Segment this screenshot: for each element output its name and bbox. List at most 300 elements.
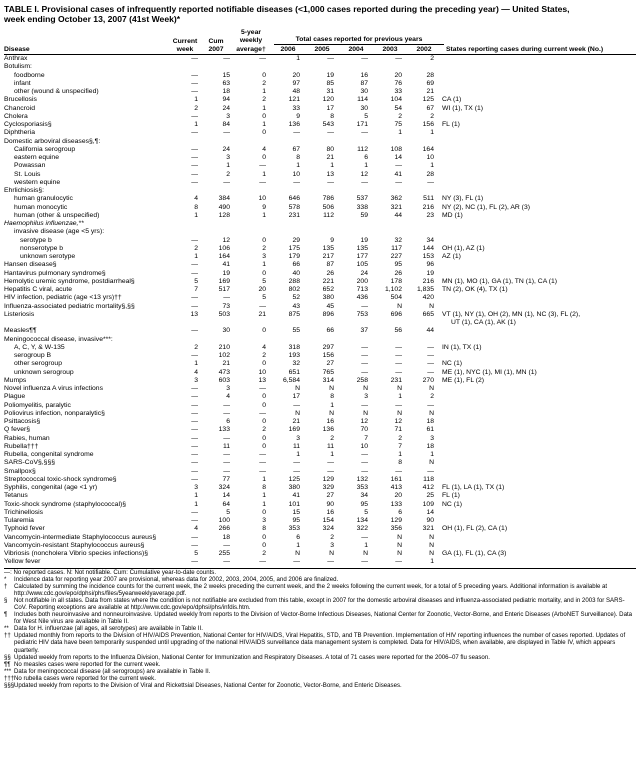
states-cell bbox=[434, 162, 636, 170]
states-cell bbox=[434, 402, 636, 410]
disease-cell: Streptococcal toxic-shock syndrome§ bbox=[4, 475, 117, 483]
y2006-cell: 1 bbox=[296, 162, 300, 170]
y2003-cell: 14 bbox=[394, 154, 402, 161]
states-cell bbox=[434, 311, 636, 328]
y2006-cell: 646 bbox=[288, 195, 300, 203]
y2002-cell: 420 bbox=[422, 294, 434, 302]
y2003-cell: 133 bbox=[390, 500, 402, 508]
disease-cell: Ehrlichiosis§: bbox=[4, 187, 45, 194]
avg-cell: — bbox=[259, 451, 266, 458]
states-cell bbox=[434, 88, 636, 96]
y2002-cell: 144 bbox=[422, 244, 434, 252]
y2003-cell: — bbox=[395, 401, 402, 409]
y2003-cell: — bbox=[395, 162, 402, 170]
header-current-week-1: Current bbox=[172, 38, 198, 45]
avg-cell: 2 bbox=[262, 426, 266, 434]
y2002-cell: 1 bbox=[430, 558, 434, 566]
y2006-cell: — bbox=[293, 401, 300, 409]
header-states: States reporting cases during current week (No.) bbox=[446, 46, 604, 53]
y2006-cell: 175 bbox=[288, 244, 300, 252]
avg-cell: 3 bbox=[262, 517, 266, 524]
footnotes bbox=[4, 568, 636, 690]
cum-cell: 2 bbox=[226, 170, 230, 178]
footnote-symbol: † bbox=[4, 582, 8, 590]
states-cell bbox=[434, 171, 636, 179]
y2002-cell: 34 bbox=[426, 236, 434, 244]
y2003-cell: 26 bbox=[394, 269, 402, 277]
y2005-cell: 221 bbox=[322, 277, 334, 285]
disease-cell: Cyclosporiasis§ bbox=[4, 121, 52, 128]
y2003-cell: 8 bbox=[398, 459, 402, 467]
table-row bbox=[4, 179, 636, 187]
states-cell: OH (1), AZ (1) bbox=[442, 244, 485, 252]
y2002-cell bbox=[402, 63, 434, 71]
y2006-cell: 169 bbox=[288, 426, 300, 434]
disease-cell: nonserotype b bbox=[20, 244, 64, 252]
y2005-cell: 297 bbox=[322, 343, 334, 351]
table-row bbox=[4, 129, 636, 137]
avg-cell: 0 bbox=[262, 327, 266, 335]
avg-cell: — bbox=[259, 467, 266, 475]
table-row bbox=[4, 426, 636, 434]
y2004-cell: 132 bbox=[356, 475, 368, 483]
table-row bbox=[4, 385, 636, 393]
y2003-cell: 356 bbox=[390, 525, 402, 533]
cum-cell: 210 bbox=[218, 343, 230, 351]
y2003-cell: N bbox=[397, 533, 402, 541]
y2003-cell: — bbox=[395, 467, 402, 475]
y2006-cell: 40 bbox=[292, 269, 300, 277]
states-cell bbox=[434, 435, 636, 443]
avg-cell bbox=[230, 228, 266, 236]
y2004-cell: — bbox=[361, 178, 368, 186]
y2003-cell: 33 bbox=[394, 88, 402, 95]
cum-cell: 24 bbox=[222, 145, 230, 153]
cum-cell: — bbox=[223, 178, 230, 186]
footnote-text: Incidence data for reporting year 2007 are provisional, whereas data for 2002, 2003, 2004, 2005, and 2006 are finalized. bbox=[14, 575, 339, 583]
disease-cell: human (other & unspecified) bbox=[14, 211, 100, 219]
table-row bbox=[4, 212, 636, 220]
y2002-cell: N bbox=[429, 550, 434, 557]
header-2002: 2002 bbox=[416, 46, 432, 53]
disease-cell: Brucellosis bbox=[4, 96, 37, 104]
disease-cell: serotype b bbox=[20, 236, 52, 244]
y2002-cell: 270 bbox=[422, 376, 434, 384]
current-week-cell: — bbox=[191, 451, 198, 458]
header-avg-2: weekly bbox=[239, 37, 263, 44]
cum-cell: 12 bbox=[222, 236, 230, 244]
cum-cell: 21 bbox=[222, 360, 230, 368]
footnote-text: Updated weekly from reports to the Division of Viral and Rickettsial Diseases, National Center for Zoonotic, Vector-Borne, and Enteric Diseases. bbox=[14, 682, 402, 689]
y2003-cell: 178 bbox=[390, 277, 402, 285]
y2003-cell: 413 bbox=[390, 484, 402, 491]
y2004-cell: 34 bbox=[360, 492, 368, 500]
states-cell bbox=[434, 410, 636, 418]
y2002-cell: 90 bbox=[426, 517, 434, 524]
y2002-cell: — bbox=[427, 178, 434, 186]
y2002-cell bbox=[402, 220, 434, 228]
y2003-cell: 2 bbox=[398, 434, 402, 442]
avg-cell: 20 bbox=[258, 286, 266, 293]
y2004-cell bbox=[334, 336, 368, 344]
header-total-group: Total cases reported for previous years bbox=[274, 36, 444, 45]
y2002-cell: 164 bbox=[422, 145, 434, 153]
y2006-cell: 10 bbox=[292, 170, 300, 178]
current-week-cell: 1 bbox=[194, 360, 198, 368]
avg-cell: 8 bbox=[262, 525, 266, 533]
y2002-cell: 511 bbox=[423, 195, 434, 203]
y2004-cell: 3 bbox=[364, 393, 368, 401]
footnote-symbol: ††† bbox=[4, 674, 15, 682]
header-2003: 2003 bbox=[382, 46, 398, 53]
cum-cell bbox=[198, 228, 230, 236]
y2003-cell: N bbox=[397, 409, 402, 417]
y2004-cell: — bbox=[361, 55, 368, 62]
table-row bbox=[4, 146, 636, 154]
table-row bbox=[4, 534, 636, 542]
y2002-cell: 118 bbox=[423, 475, 434, 483]
cum-cell: 490 bbox=[218, 203, 230, 211]
avg-cell: 1 bbox=[262, 261, 266, 269]
table-row bbox=[4, 237, 636, 245]
y2002-cell: — bbox=[427, 343, 434, 351]
states-cell: NC (1) bbox=[442, 500, 463, 508]
y2002-cell: N bbox=[429, 541, 434, 549]
y2003-cell: 1 bbox=[398, 451, 402, 458]
current-week-cell bbox=[174, 228, 198, 236]
y2006-cell: 6,584 bbox=[282, 376, 300, 384]
y2005-cell: N bbox=[329, 409, 334, 417]
y2002-cell: 69 bbox=[426, 79, 434, 87]
y2005-cell: 90 bbox=[326, 500, 334, 508]
table-row bbox=[4, 542, 636, 550]
current-week-cell: — bbox=[191, 145, 198, 153]
header-cum-1: Cum bbox=[208, 38, 224, 45]
y2004-cell: 12 bbox=[360, 418, 368, 425]
avg-cell: 2 bbox=[262, 79, 266, 87]
states-cell: FL (1) bbox=[442, 121, 460, 128]
footnote-text: Updated weekly from reports to the Influenza Division, National Center for Immunization and Respiratory Diseases. A total of 71 cases were reported for the 2006–07 flu season. bbox=[14, 653, 490, 661]
avg-cell: 1 bbox=[262, 500, 266, 508]
y2003-cell: 362 bbox=[390, 195, 402, 203]
current-week-cell: 4 bbox=[194, 525, 198, 533]
avg-cell: — bbox=[259, 302, 266, 310]
y2004-cell: 537 bbox=[356, 195, 368, 203]
current-week-cell: 1 bbox=[194, 211, 198, 219]
y2004-cell: 12 bbox=[360, 170, 368, 178]
table-row bbox=[4, 187, 636, 195]
y2004-cell: — bbox=[361, 302, 368, 310]
states-cell bbox=[434, 270, 636, 278]
cum-cell: 100 bbox=[218, 517, 230, 524]
avg-cell: — bbox=[259, 558, 266, 566]
cum-cell: 64 bbox=[222, 500, 230, 508]
current-week-cell: — bbox=[191, 112, 198, 120]
y2002-cell: — bbox=[427, 352, 434, 359]
cum-cell: 18 bbox=[222, 533, 230, 541]
y2002-cell: 61 bbox=[426, 426, 434, 434]
y2005-cell: 314 bbox=[322, 376, 334, 384]
states-cell bbox=[434, 451, 636, 459]
current-week-cell: — bbox=[191, 170, 198, 178]
y2002-cell: 1 bbox=[430, 451, 434, 458]
cum-cell: 106 bbox=[218, 244, 230, 252]
table-row bbox=[4, 435, 636, 443]
y2002-cell: 67 bbox=[426, 104, 434, 112]
y2004-cell: 134 bbox=[356, 517, 368, 524]
y2006-cell: 101 bbox=[288, 500, 300, 508]
disease-cell: Measles¶¶ bbox=[4, 327, 37, 335]
footnote bbox=[4, 654, 636, 661]
y2002-cell bbox=[402, 138, 434, 146]
current-week-cell: 2 bbox=[194, 244, 198, 252]
y2006-cell: 125 bbox=[288, 475, 300, 483]
states-cell bbox=[434, 72, 636, 80]
states-cell: FL (1) bbox=[442, 492, 460, 500]
y2002-cell: 412 bbox=[422, 484, 434, 491]
y2006-cell: 17 bbox=[292, 393, 300, 401]
current-week-cell: 7 bbox=[194, 286, 198, 293]
y2005-cell bbox=[300, 138, 334, 146]
disease-cell: western equine bbox=[14, 178, 61, 186]
current-week-cell: — bbox=[191, 434, 198, 442]
table-row bbox=[4, 410, 636, 418]
disease-cell: Diphtheria bbox=[4, 129, 35, 137]
y2006-cell: 3 bbox=[296, 434, 300, 442]
states-cell bbox=[434, 63, 636, 71]
y2004-cell: 436 bbox=[356, 294, 368, 302]
cum-cell: 63 bbox=[222, 79, 230, 87]
y2002-cell: 665 bbox=[422, 310, 434, 318]
y2003-cell bbox=[368, 220, 402, 228]
disease-cell: Plague bbox=[4, 393, 26, 401]
footnote-text: Data for meningococcal disease (all serogroups) are available in Table II. bbox=[14, 667, 211, 675]
current-week-cell: 3 bbox=[194, 376, 198, 384]
y2003-cell bbox=[368, 228, 402, 236]
disease-cell: Vibriosis (noncholera Vibrio species infections)§ bbox=[4, 550, 149, 557]
y2005-cell: — bbox=[327, 55, 334, 62]
y2005-cell: 324 bbox=[322, 525, 334, 533]
y2003-cell bbox=[368, 187, 402, 195]
y2003-cell: 76 bbox=[394, 79, 402, 87]
table-row bbox=[4, 336, 636, 344]
table-row bbox=[4, 476, 636, 484]
current-week-cell: — bbox=[191, 401, 198, 409]
y2004-cell: 114 bbox=[357, 96, 368, 104]
states-cell bbox=[434, 542, 636, 550]
current-week-cell: — bbox=[191, 154, 198, 161]
avg-cell: 0 bbox=[262, 393, 266, 401]
y2004-cell: — bbox=[361, 129, 368, 137]
y2002-cell: 18 bbox=[426, 418, 434, 425]
y2002-cell: 2 bbox=[430, 55, 434, 62]
header-cum-2: 2007 bbox=[208, 46, 224, 53]
table-row bbox=[4, 286, 636, 294]
footnote-text: Calculated by summing the incidence counts for the current week, the 2 weeks preceding the current week, and the 2 weeks following the current week, for a total of 5 preceding years. Additional information is available at http://www.cdc.gov/epo/dphsi/phs/files/5yearweeklyaverage.pdf. bbox=[14, 582, 608, 597]
y2005-cell: 1 bbox=[330, 451, 334, 458]
y2006-cell: 29 bbox=[292, 236, 300, 244]
disease-cell: Cholera bbox=[4, 112, 28, 120]
disease-cell: infant bbox=[14, 79, 31, 87]
table-row bbox=[4, 154, 636, 162]
cum-cell: 3 bbox=[226, 385, 230, 392]
cum-cell: — bbox=[223, 409, 230, 417]
y2004-cell: 713 bbox=[356, 286, 368, 293]
table-row bbox=[4, 459, 636, 467]
y2006-cell: 97 bbox=[292, 79, 300, 87]
y2002-cell: 156 bbox=[422, 121, 434, 128]
y2003-cell bbox=[368, 336, 402, 344]
y2002-cell: 2 bbox=[430, 393, 434, 401]
disease-cell: Vancomycin-intermediate Staphylococcus aureus§ bbox=[4, 533, 157, 541]
avg-cell: 10 bbox=[258, 368, 266, 376]
footnote-text: Updated monthly from reports to the Division of HIV/AIDS Prevention, National Center for HIV/AIDS, Viral Hepatitis, STD, and TB Prevention. Implementation of HIV reporting influences the number of cases reported. Updates of pediatric HIV data have been temporarily suspended until upgrading of the national HIV/AIDS surveillance data management system is completed. Data for HIV/AIDS, when available, are displayed in Table IV, which appears quarterly. bbox=[14, 632, 626, 654]
y2003-cell: — bbox=[395, 352, 402, 359]
current-week-cell: — bbox=[191, 385, 198, 392]
table-row bbox=[4, 72, 636, 80]
y2004-cell: 135 bbox=[356, 244, 368, 252]
states-cell bbox=[434, 459, 636, 467]
footnote-text: No rubella cases were reported for the current week. bbox=[14, 674, 156, 682]
y2002-cell: 44 bbox=[426, 327, 434, 335]
current-week-cell: 1 bbox=[194, 500, 198, 508]
y2003-cell: 321 bbox=[390, 203, 402, 211]
y2002-cell: 3 bbox=[430, 434, 434, 442]
disease-cell: Anthrax bbox=[4, 55, 28, 62]
y2002-cell: N bbox=[429, 302, 434, 310]
avg-cell: — bbox=[259, 385, 266, 392]
table-row bbox=[4, 121, 636, 129]
y2005-cell: 13 bbox=[326, 170, 334, 178]
avg-cell: 0 bbox=[262, 112, 266, 120]
y2005-cell: — bbox=[327, 558, 334, 566]
y2004-cell: 1 bbox=[364, 541, 368, 549]
current-week-cell: — bbox=[191, 426, 198, 434]
states-cell bbox=[434, 443, 636, 451]
avg-cell: 0 bbox=[262, 154, 266, 161]
y2002-cell bbox=[402, 336, 434, 344]
disease-cell: foodborne bbox=[14, 71, 45, 79]
states-cell bbox=[434, 558, 636, 566]
y2005-cell: 156 bbox=[322, 352, 334, 359]
cum-cell: 128 bbox=[218, 211, 230, 219]
states-cell: OH (1), FL (2), CA (1) bbox=[442, 525, 508, 533]
current-week-cell: — bbox=[191, 467, 198, 475]
y2003-cell: 54 bbox=[394, 104, 402, 112]
current-week-cell: 2 bbox=[194, 104, 198, 112]
states-cell bbox=[434, 509, 636, 517]
y2006-cell bbox=[266, 220, 300, 228]
y2004-cell: 16 bbox=[360, 71, 368, 79]
states-cell: NY (3), FL (1) bbox=[442, 195, 484, 203]
y2002-cell: 23 bbox=[426, 211, 434, 219]
current-week-cell: 4 bbox=[194, 195, 198, 203]
disease-cell: Smallpox§ bbox=[4, 467, 36, 475]
table-row bbox=[4, 80, 636, 88]
table-row bbox=[4, 501, 636, 509]
disease-cell: Typhoid fever bbox=[4, 525, 45, 533]
current-week-cell: 5 bbox=[194, 550, 198, 557]
states-cell: WI (1), TX (1) bbox=[442, 104, 484, 112]
y2005-cell: 66 bbox=[326, 327, 334, 335]
current-week-cell: — bbox=[191, 533, 198, 541]
disease-cell: Yellow fever bbox=[4, 558, 41, 566]
table-row bbox=[4, 105, 636, 113]
avg-cell: 1 bbox=[262, 170, 266, 178]
disease-cell: Syphilis, congenital (age <1 yr) bbox=[4, 484, 98, 491]
y2004-cell: — bbox=[361, 360, 368, 368]
states-cell: MD (1) bbox=[442, 211, 463, 219]
avg-cell: 4 bbox=[262, 145, 266, 153]
y2006-cell: 121 bbox=[288, 96, 300, 104]
y2006-cell: 231 bbox=[288, 211, 300, 219]
y2005-cell: 2 bbox=[330, 533, 334, 541]
avg-cell: 1 bbox=[262, 492, 266, 500]
y2003-cell: N bbox=[397, 541, 402, 549]
cum-cell: 102 bbox=[218, 352, 230, 359]
y2002-cell: — bbox=[427, 467, 434, 475]
cum-cell: 255 bbox=[218, 550, 230, 557]
table-row bbox=[4, 303, 636, 311]
y2004-cell: 30 bbox=[360, 104, 368, 112]
cum-cell: 164 bbox=[218, 253, 230, 260]
y2004-cell: 19 bbox=[360, 236, 368, 244]
y2002-cell: 109 bbox=[422, 500, 434, 508]
y2006-cell: 32 bbox=[292, 360, 300, 368]
y2006-cell: N bbox=[295, 385, 300, 392]
y2005-cell: 17 bbox=[326, 104, 334, 112]
cum-cell: 77 bbox=[222, 475, 230, 483]
y2004-cell: 10 bbox=[360, 442, 368, 450]
y2003-cell: 108 bbox=[390, 145, 402, 153]
avg-cell: 1 bbox=[262, 121, 266, 128]
y2004-cell: 70 bbox=[360, 426, 368, 434]
cum-cell: 18 bbox=[222, 88, 230, 95]
table-row bbox=[4, 352, 636, 360]
avg-cell: 8 bbox=[262, 484, 266, 491]
states-cell bbox=[434, 237, 636, 245]
cum-cell: 24 bbox=[222, 104, 230, 112]
y2004-cell: 95 bbox=[360, 500, 368, 508]
y2002-cell: 96 bbox=[426, 261, 434, 269]
y2004-cell bbox=[334, 228, 368, 236]
y2003-cell: 95 bbox=[394, 261, 402, 269]
avg-cell: 0 bbox=[262, 71, 266, 79]
states-cell bbox=[434, 294, 636, 302]
states-cell bbox=[434, 187, 636, 195]
avg-cell: — bbox=[259, 162, 266, 170]
cum-cell: 6 bbox=[226, 418, 230, 425]
y2003-cell: 44 bbox=[394, 211, 402, 219]
y2003-cell: 1,102 bbox=[384, 286, 402, 293]
disease-cell: Q fever§ bbox=[4, 426, 31, 434]
avg-cell: 2 bbox=[262, 352, 266, 359]
title-line-2: week ending October 13, 2007 (41st Week)* bbox=[4, 14, 181, 24]
disease-cell: Domestic arboviral diseases§,¶: bbox=[4, 137, 101, 145]
current-week-cell: — bbox=[191, 541, 198, 549]
states-cell: IN (1), TX (1) bbox=[442, 343, 482, 351]
avg-cell: 0 bbox=[262, 533, 266, 541]
disease-cell: Novel influenza A virus infections bbox=[4, 385, 103, 392]
disease-cell: human granulocytic bbox=[14, 195, 73, 203]
disease-cell: Trichinellosis bbox=[4, 508, 44, 516]
y2006-cell bbox=[266, 228, 300, 236]
y2003-cell: 1 bbox=[398, 393, 402, 401]
states-cell bbox=[434, 129, 636, 137]
y2006-cell: 288 bbox=[288, 277, 300, 285]
y2006-cell: 179 bbox=[288, 253, 300, 260]
table-row bbox=[4, 162, 636, 170]
